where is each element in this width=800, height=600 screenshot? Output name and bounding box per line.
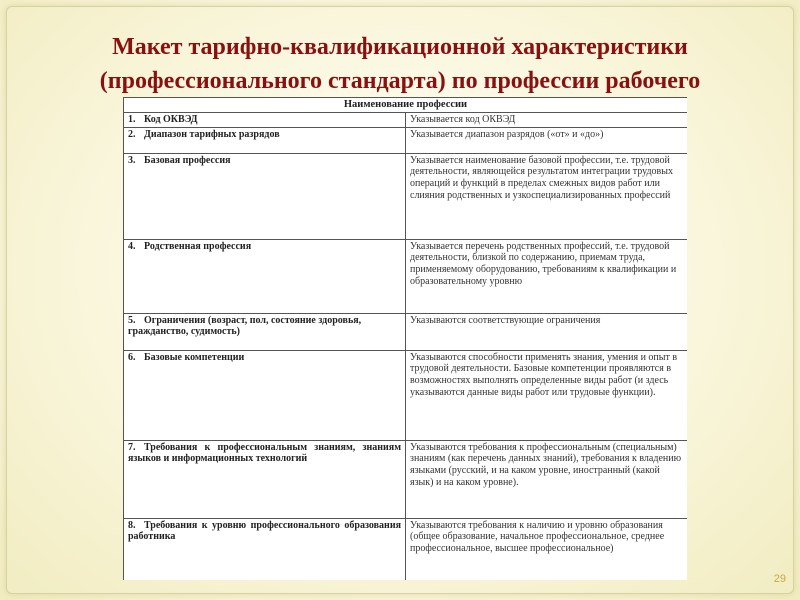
row-label: [124, 112, 406, 127]
table-header-row: [124, 98, 688, 113]
row-description: Указываются способности применять знания, умения и опыт в трудовой деятельности. Базовые компетенции проявляются в возможностях выполнять определенные виды работ (и здесь указываются данные виды работ или трудовые функции).: [406, 350, 688, 440]
row-label-text: Требования к уровню профессионального образования работника: [128, 519, 401, 543]
table-row: [124, 313, 688, 350]
row-description: Указываются соответствующие ограничения: [406, 313, 688, 350]
row-number: 3.: [128, 154, 136, 166]
row-label-text: Родственная профессия: [144, 240, 252, 252]
profession-table: [123, 97, 687, 580]
row-description: Указывается диапазон разрядов («от» и «до»): [406, 127, 688, 153]
row-label: [124, 239, 406, 313]
row-label-text: Базовая профессия: [144, 154, 231, 166]
row-number: 6.: [128, 351, 136, 363]
row-number: 5.: [128, 314, 136, 326]
row-label: [124, 440, 406, 518]
document-image: [123, 97, 687, 580]
row-number: 1.: [128, 113, 136, 125]
table-row: [124, 112, 688, 127]
row-label-text: Ограничения (возраст, пол, состояние здоровья, гражданство, судимость): [128, 314, 362, 338]
row-number: 8.: [128, 519, 136, 531]
row-number: 4.: [128, 240, 136, 252]
row-label-text: Базовые компетенции: [144, 351, 245, 363]
slide-title-line-2: (профессионального стандарта) по профессии рабочего: [99, 68, 701, 94]
row-description: Указываются требования к профессиональным (специальным) знаниям (как перечень данных знаний), требования к владению языками (русский, и на каком уровне, иностранный (какой язык) и на каком уровне).: [406, 440, 688, 518]
row-label: [124, 518, 406, 580]
row-description: Указывается код ОКВЭД: [406, 112, 688, 127]
table-row: [124, 153, 688, 239]
row-label-text: Требования к профессиональным знаниям, знаниям языков и информационных технологий: [128, 441, 401, 465]
table-row: [124, 518, 688, 580]
row-label: [124, 153, 406, 239]
row-description: Указывается перечень родственных профессий, т.е. трудовой деятельности, близкой по содержанию, приемам труда, применяемому оборудованию, требованиям к квалификации и образовательному уровню: [406, 239, 688, 313]
slide-title-line-1: Макет тарифно-квалификационной характеристики: [112, 34, 688, 60]
page-number: 29: [773, 573, 786, 585]
row-description: Указывается наименование базовой профессии, т.е. трудовой деятельности, являющейся результатом интеграции трудовых операций и функций в пределах смежных видов работ или слияния родственных и узкоспециализированных профессий: [406, 153, 688, 239]
table-header: Наименование профессии: [124, 98, 688, 113]
row-number: 7.: [128, 441, 136, 453]
row-label: [124, 350, 406, 440]
table-row: [124, 239, 688, 313]
slide-title: [0, 30, 800, 98]
row-label-text: Код ОКВЭД: [144, 113, 198, 125]
table-row: [124, 440, 688, 518]
row-number: 2.: [128, 128, 136, 140]
row-label: [124, 127, 406, 153]
table-row: [124, 350, 688, 440]
table-row: [124, 127, 688, 153]
row-label: [124, 313, 406, 350]
row-label-text: Диапазон тарифных разрядов: [144, 128, 280, 140]
row-description: Указываются требования к наличию и уровню образования (общее образование, начальное профессиональное, среднее профессиональное, высшее профессиональное): [406, 518, 688, 580]
